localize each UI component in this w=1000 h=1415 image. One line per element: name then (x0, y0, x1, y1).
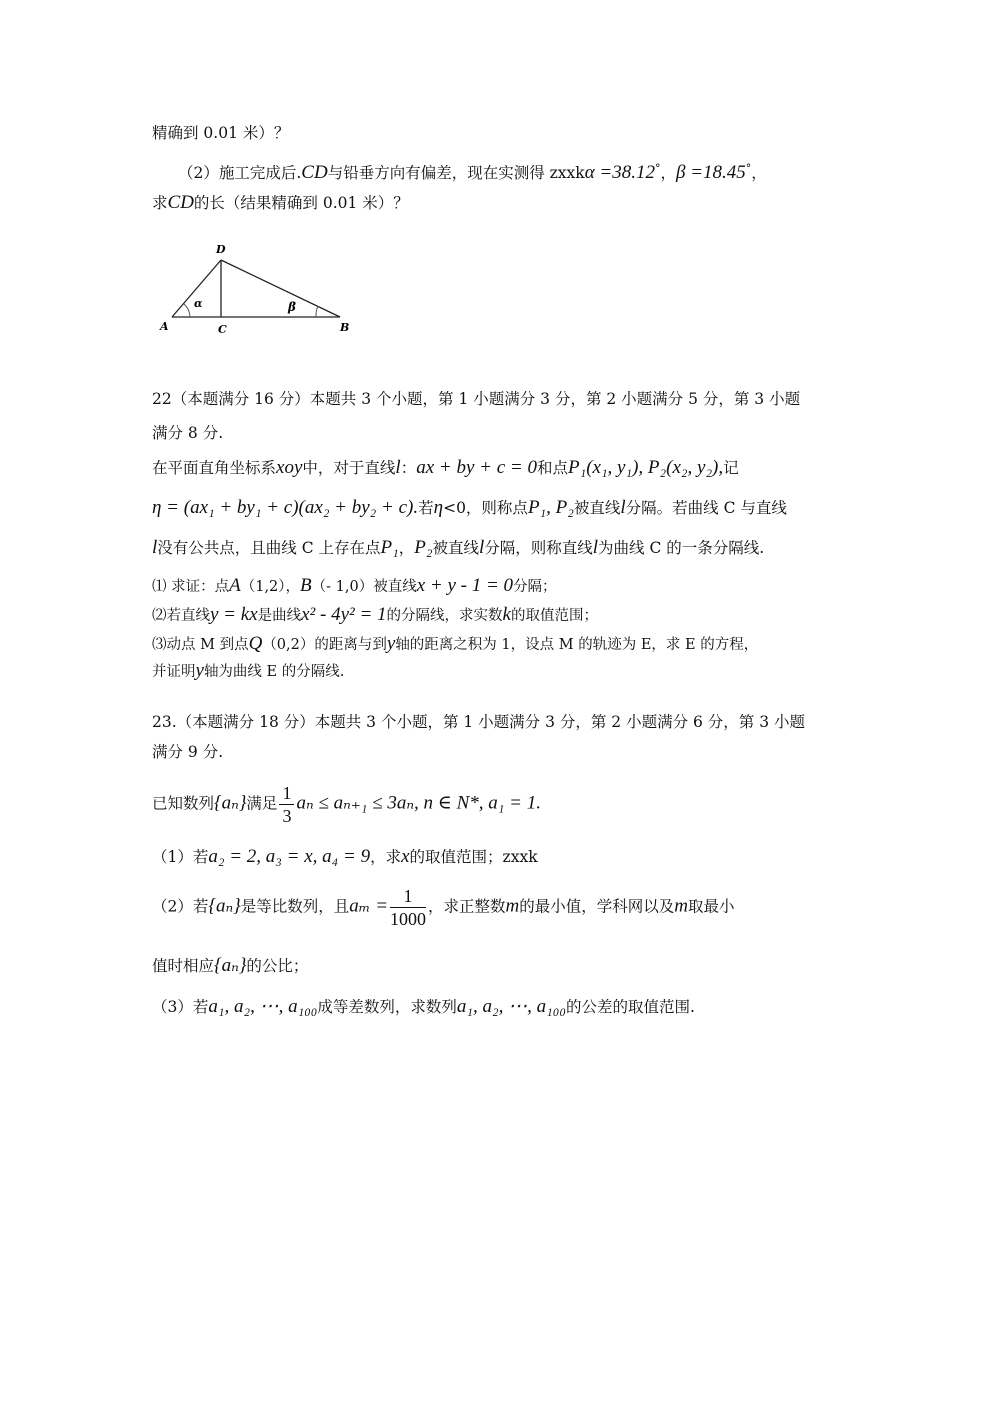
q22-y: y (386, 633, 396, 654)
q22-header1-text: 22（本题满分 16 分）本题共 3 个小题，第 1 小题满分 3 分，第 2 小题满分 5 分，第 3 小题 (152, 390, 801, 408)
label-d: D (216, 243, 226, 256)
q22-p3a: 没有公共点，且曲线 C 上存在点 (157, 539, 381, 557)
q23-frac-num: 1 (279, 782, 294, 805)
q21-cd: CD (301, 162, 328, 184)
q22-s3a: ⑶动点 M 到点 (152, 637, 249, 653)
q23-cond-a: 已知数列 (152, 794, 215, 813)
q23-header1-text: 23.（本题满分 18 分）本题共 3 个小题，第 1 小题满分 3 分，第 2 小题满分 6 分，第 3 小题 (152, 713, 806, 731)
q22-header1 (152, 388, 800, 410)
q21-alpha-eq: α =38.12 (584, 162, 655, 184)
q22-l-3: l (152, 537, 158, 558)
q22-p1e: 记 (723, 459, 739, 477)
q22-y-2: y (195, 660, 204, 681)
q22-s2eq: y = kx (210, 604, 258, 625)
q23-cond-b: 满足 (246, 794, 278, 813)
q23-frac-den: 3 (282, 806, 292, 826)
q23-p3a: （3）若 (152, 998, 209, 1016)
q22-para1 (152, 457, 739, 479)
q22-s1eq: x + y - 1 = 0 (416, 575, 514, 596)
q23-p2b: 是等比数列，且 (240, 897, 350, 916)
label-a: A (160, 320, 169, 333)
q22-p2b: <0，则称点 (443, 499, 528, 517)
q21-line3 (152, 192, 409, 214)
q22-l-5: l (592, 537, 599, 558)
q22-k: k (502, 604, 511, 625)
q22-eta: η (433, 497, 444, 518)
q23-p3seq: a₁, a₂, ⋯, a₁₀₀ (208, 996, 318, 1017)
q21-sep: ， (660, 164, 676, 183)
q22-s1c: （- 1,0）被直线 (311, 579, 417, 595)
triangle-figure (150, 240, 370, 345)
q23-p1b: ，求 (370, 848, 402, 866)
q23-p1a: （1）若 (152, 848, 209, 866)
q21-line1 (152, 122, 289, 144)
q23-part2 (152, 885, 735, 930)
q23-part1 (152, 846, 538, 868)
q23-an-set-2: {aₙ} (208, 895, 241, 917)
q22-eta-def: η = (ax₁ + by₁ + c)(ax₂ + by₂ + c). (152, 497, 419, 518)
q21-part2-prefix: （2）施工完成后. (178, 164, 302, 183)
q23-p2c: ，求正整数 (428, 897, 506, 916)
q22-l-4: l (478, 537, 485, 558)
q22-s2curve: x² - 4y² = 1 (301, 604, 387, 625)
q23-p2a: （2）若 (152, 897, 209, 916)
q23-p3b: 成等差数列，求数列 (317, 998, 457, 1016)
q23-am: aₘ = (349, 895, 389, 917)
q23-cond-eq: aₙ ≤ aₙ₊₁ ≤ 3aₙ, n ∈ N*, a₁ = 1. (296, 792, 541, 814)
q23-part2-line2 (152, 955, 308, 977)
q22-sub1 (152, 575, 557, 598)
q22-xoy: xoy (276, 457, 303, 478)
q23-header2 (152, 741, 223, 763)
q23-p2e: 取最小 (688, 897, 735, 916)
label-alpha: α (194, 297, 203, 310)
q23-m-2: m (674, 895, 689, 917)
q22-p1p2: P₁, P₂ (527, 497, 574, 518)
q22-s2d: 的取值范围； (510, 608, 598, 624)
q23-frac-third (279, 782, 294, 827)
q23-header1 (152, 711, 805, 733)
q23-header2-text: 满分 9 分. (152, 743, 224, 761)
q22-p1a: 在平面直角坐标系 (152, 459, 277, 477)
q23-x: x (401, 846, 410, 867)
q22-s4a: 并证明 (152, 664, 196, 680)
q21-line3-prefix: 求 (152, 194, 168, 212)
q22-sub2 (152, 604, 598, 627)
q22-l: l (395, 457, 401, 478)
q22-s1d: 分隔； (513, 579, 557, 595)
q22-s4b: 轴为曲线 E 的分隔线. (203, 664, 345, 680)
q22-p3b: ， (398, 539, 415, 557)
q22-p3e: 为曲线 C 的一条分隔线. (598, 539, 765, 557)
q22-s1a: ⑴ 求证：点 (152, 579, 230, 595)
q22-s3c: 轴的距离之积为 1，设点 M 的轨迹为 E，求 E 的方程， (395, 637, 759, 653)
line-db (221, 260, 340, 317)
q22-sub3-line2 (152, 660, 344, 683)
q22-B: B (300, 575, 312, 596)
label-b: B (340, 321, 350, 334)
q22-p1d: 和点 (536, 459, 568, 477)
q21-end: ， (751, 164, 767, 183)
q22-s3b: （0,2）的距离与到 (262, 637, 387, 653)
q23-p3c: 的公差的取值范围. (565, 998, 695, 1016)
label-beta: β (288, 300, 296, 314)
q22-p1b: 中，对于直线 (302, 459, 396, 477)
q23-an-set-3: {aₙ} (214, 955, 247, 976)
q22-s2a: ⑵若直线 (152, 608, 210, 624)
q22-s2b: 是曲线 (257, 608, 302, 624)
q22-para2 (152, 497, 787, 519)
q23-p2den: 1000 (390, 909, 427, 929)
q23-p1c: 的取值范围；zxxk (409, 848, 538, 866)
q22-p1c: ： (400, 459, 417, 477)
q22-s2c: 的分隔线，求实数 (386, 608, 503, 624)
q22-points: P₁(x₁, y₁), P₂(x₂, y₂), (567, 457, 724, 478)
q22-l-2: l (620, 497, 626, 518)
q21-cd-2: CD (167, 192, 194, 213)
q22-p2c: 被直线 (573, 499, 621, 517)
q21-part2: （2）施工完成后.CD与铅垂方向有偏差，现在实测得 zxxkα =38.12°，β =18.45°， (178, 162, 767, 184)
q23-condition (152, 782, 541, 827)
q22-p2d: 分隔。若曲线 C 与直线 (625, 499, 787, 517)
q23-p3seq-2: a₁, a₂, ⋯, a₁₀₀ (456, 996, 566, 1017)
q22-para3 (152, 537, 764, 559)
q22-p3d: 分隔，则称直线 (484, 539, 593, 557)
q22-header2-text: 满分 8 分. (152, 424, 224, 442)
alpha-arc (184, 304, 190, 317)
q22-sub3 (152, 633, 758, 656)
q22-p3c: 被直线 (432, 539, 479, 557)
q22-header2 (152, 422, 223, 444)
q23-an-set: {aₙ} (214, 792, 247, 814)
q21-line3-suffix: 的长（结果精确到 0.01 米）？ (193, 194, 409, 212)
label-c: C (218, 323, 227, 336)
q21-part2-mid: 与铅垂方向有偏差，现在实测得 zxxk (327, 164, 585, 183)
q23-part3 (152, 996, 695, 1018)
q23-p2line2b: 的公比； (246, 957, 309, 975)
q23-frac-1000 (390, 885, 426, 930)
q22-p2a: 若 (418, 499, 434, 517)
q22-line-eq: ax + by + c = 0 (416, 457, 537, 478)
q22-s1b: （1,2）， (240, 579, 301, 595)
q23-p2line2a: 值时相应 (152, 957, 215, 975)
q21-line1-text: 精确到 0.01 米）？ (152, 124, 290, 142)
q22-P2: P₂ (414, 537, 433, 558)
q22-Q: Q (248, 633, 263, 654)
beta-arc (316, 306, 318, 317)
q23-p2num: 1 (390, 885, 426, 908)
q23-p2d: 的最小值，学科网以及 (519, 897, 675, 916)
q23-p1eq: a₂ = 2, a₃ = x, a₄ = 9 (208, 846, 371, 867)
q22-P1: P₁ (380, 537, 399, 558)
q22-A: A (229, 575, 241, 596)
q23-m: m (505, 895, 520, 917)
q21-beta-eq: β =18.45 (676, 162, 746, 184)
